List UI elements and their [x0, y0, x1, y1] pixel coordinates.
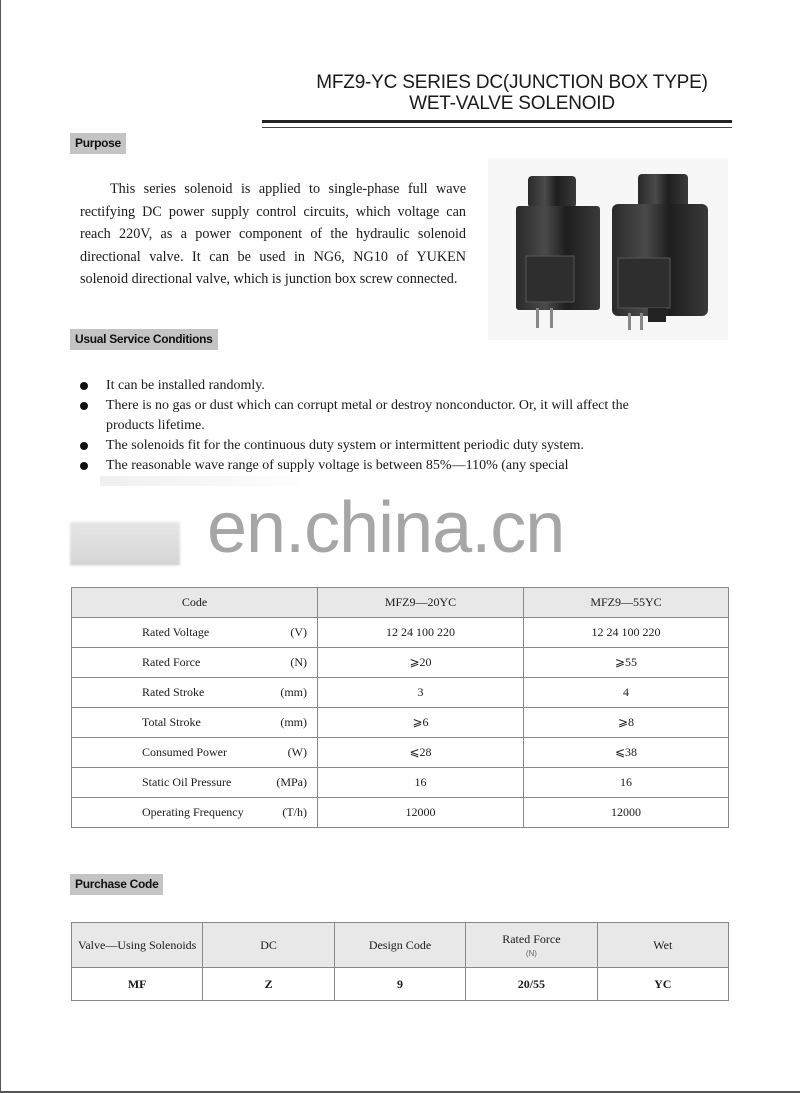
- solenoid-coils-image: [488, 158, 728, 340]
- table-row: [72, 798, 729, 828]
- param-name: Rated Voltage: [142, 625, 210, 639]
- cell-value: 4: [524, 678, 729, 708]
- cell-value: Z: [203, 968, 334, 1001]
- table-row: [72, 968, 729, 1001]
- param-name: Rated Stroke: [142, 685, 205, 699]
- list-item: [78, 396, 658, 436]
- header-model-20yc: MFZ9—20YC: [318, 588, 524, 618]
- obscured-text: [100, 476, 300, 486]
- cell-value: 12 24 100 220: [318, 618, 524, 648]
- header-label: Wet: [653, 937, 673, 952]
- header-label: DC: [260, 937, 277, 952]
- cell-value: ⩽28: [318, 738, 524, 768]
- table-row: [72, 768, 729, 798]
- bullet-icon: [80, 442, 88, 450]
- header-model-55yc: MFZ9—55YC: [524, 588, 729, 618]
- purchase-code-heading: Purchase Code: [70, 874, 163, 895]
- bullet-icon: [80, 462, 88, 470]
- title-line-1: MFZ9-YC SERIES DC(JUNCTION BOX TYPE): [316, 72, 708, 93]
- header-cell: [203, 923, 334, 968]
- watermark: en.china.cn: [207, 488, 565, 568]
- cell-value: ⩾20: [318, 648, 524, 678]
- header-label: Rated Force: [502, 932, 561, 946]
- cell-value: ⩾8: [524, 708, 729, 738]
- header-cell: [597, 923, 728, 968]
- cell-value: ⩾55: [524, 648, 729, 678]
- header-cell: [72, 923, 203, 968]
- bullet-icon: [80, 382, 88, 390]
- param-unit: (V): [290, 625, 307, 639]
- cell-value: 9: [334, 968, 465, 1001]
- param-name: Total Stroke: [142, 715, 201, 729]
- service-conditions-list: [78, 376, 658, 476]
- param-unit: (mm): [280, 685, 307, 699]
- list-item-text: There is no gas or dust which can corrupt metal or destroy nonconductor. Or, it will affect the products lifetime.: [106, 398, 629, 433]
- cell-value: 12000: [318, 798, 524, 828]
- header-cell: [466, 923, 597, 968]
- cell-value: 20/55: [466, 968, 597, 1001]
- purpose-heading: Purpose: [70, 133, 126, 154]
- cell-value: ⩾6: [318, 708, 524, 738]
- cell-value: MF: [72, 968, 203, 1001]
- cell-value: 3: [318, 678, 524, 708]
- param-unit: (mm): [280, 715, 307, 729]
- header-label: Valve—Using Solenoids: [78, 937, 197, 952]
- param-unit: (MPa): [276, 775, 307, 789]
- title-line-2: WET-VALVE SOLENOID: [409, 93, 615, 114]
- table-header-row: [72, 923, 729, 968]
- purchase-code-table: [71, 922, 729, 1001]
- product-photo: [488, 158, 728, 340]
- param-unit: (T/h): [282, 805, 307, 819]
- header-cell: [334, 923, 465, 968]
- list-item: [78, 436, 658, 456]
- cell-value: 16: [524, 768, 729, 798]
- table-row: [72, 708, 729, 738]
- header-code: Code: [72, 588, 318, 618]
- title-rule-thick: [262, 120, 732, 123]
- table-row: [72, 648, 729, 678]
- table-row: [72, 618, 729, 648]
- page-title: [262, 72, 762, 114]
- cell-value: 12000: [524, 798, 729, 828]
- list-item-text: The reasonable wave range of supply voltage is between 85%—110% (any special: [106, 458, 569, 473]
- table-row: [72, 738, 729, 768]
- list-item: [78, 376, 658, 396]
- param-unit: (W): [287, 745, 307, 759]
- service-conditions-heading: Usual Service Conditions: [70, 329, 218, 350]
- purpose-paragraph: [80, 178, 466, 291]
- list-item-text: It can be installed randomly.: [106, 378, 265, 393]
- param-name: Static Oil Pressure: [142, 775, 232, 789]
- list-item-text: The solenoids fit for the continuous duty system or intermittent periodic duty system.: [106, 438, 584, 453]
- param-name: Consumed Power: [142, 745, 227, 759]
- purpose-text: This series solenoid is applied to single-phase full wave rectifying DC power supply control circuits, which voltage can reach 220V, as a power component of the hydraulic solenoid directional valve. It can be used in NG6, NG10 of YUKEN solenoid directional valve, which is junction box screw connected.: [80, 181, 466, 288]
- bullet-icon: [80, 402, 88, 410]
- title-rule-thin: [262, 127, 732, 128]
- watermark-logo-box: [70, 522, 180, 565]
- param-name: Operating Frequency: [142, 805, 244, 819]
- cell-value: 16: [318, 768, 524, 798]
- list-item: [78, 456, 658, 476]
- cell-value: ⩽38: [524, 738, 729, 768]
- spec-table: [71, 587, 729, 828]
- cell-value: YC: [597, 968, 728, 1001]
- table-header-row: [72, 588, 729, 618]
- cell-value: 12 24 100 220: [524, 618, 729, 648]
- table-row: [72, 678, 729, 708]
- param-name: Rated Force: [142, 655, 201, 669]
- param-unit: (N): [290, 655, 307, 669]
- page-border-left: [0, 0, 1, 1093]
- header-label: Design Code: [368, 937, 432, 952]
- header-unit: (N): [525, 949, 537, 958]
